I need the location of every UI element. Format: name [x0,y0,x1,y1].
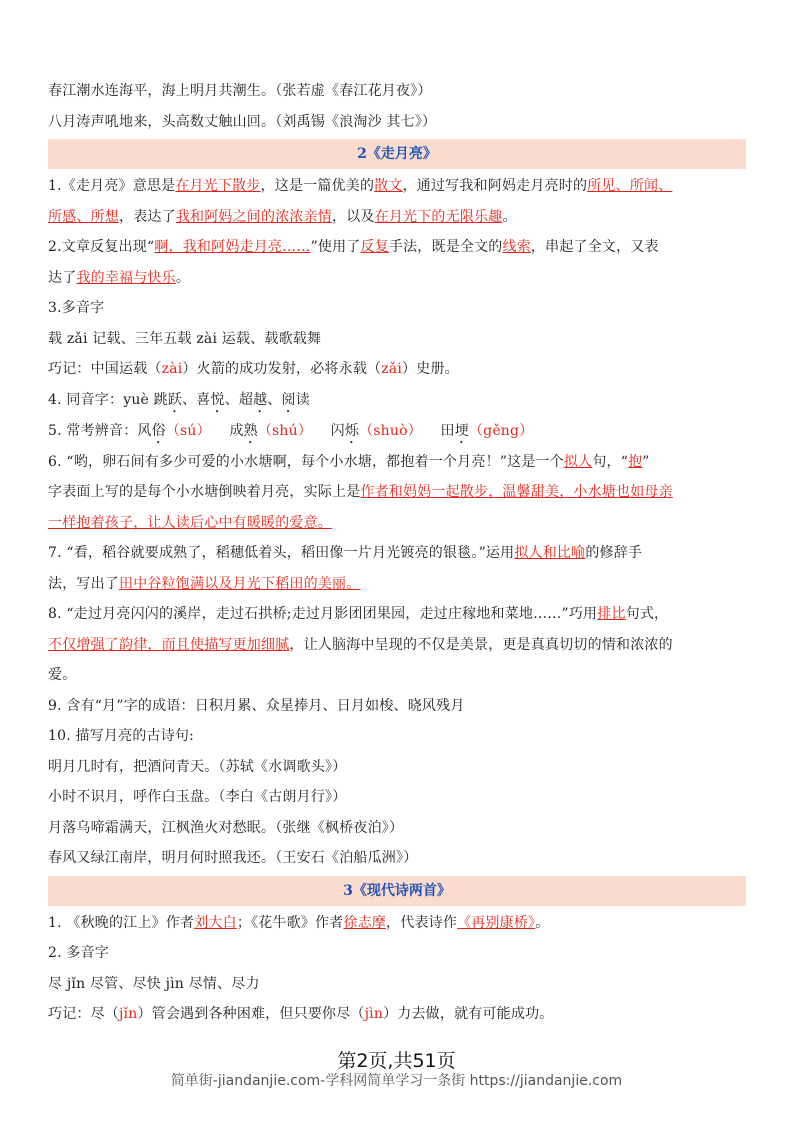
poem-line: 春风又绿江南岸，明月何时照我还。（王安石《泊船瓜洲》） [48,850,418,866]
section-title-2: 2《走月亮》 [48,139,746,169]
poem-line: 月落乌啼霜满天，江枫渔火对愁眠。（张继《枫桥夜泊》） [48,819,404,836]
item-2-5: 5. 常考辨音：风俗（sú） 成熟（shú） 闪烁（shuò） 田埂（gěng） [48,422,534,439]
poem-line: 八月涛声吼地来，头高数丈触山回。（刘禹锡《浪淘沙 其七》） [48,113,437,130]
item-2-2: 2.文章反复出现“啊，我和阿妈走月亮……”使用了反复手法，既是全文的线索，串起了全文，又表 达了我的幸福与快乐。 [48,239,659,286]
source-footer: 简单街-jiandanjie.com-学科网简单学习一条街 https://jiandanjie.com [170,1073,623,1089]
item-2-9: 9. 含有“月”字的成语：日积月累、众星捧月、日月如梭、晓风残月 [48,697,465,714]
item-2-8: 8. “走过月亮闪闪的溪岸，走过石拱桥;走过月影团团果园，走过庄稼地和菜地……”巧用排比句式， 不仅增强了韵律，而且使描写更加细腻，让人脑海中呈现的不仅是美景，更是真真切切的情和浓浓的 爱。 [48,606,673,683]
item-3-2: 2. 多音字 尽 jǐn 尽管、尽快 jìn 尽情、尽力 巧记：尽（jǐn）管会遇到各种困难，但只要你尽（jìn）力去做，就有可能成功。 [48,945,554,1022]
document-body [48,76,746,1030]
item-2-1: 1.《走月亮》意思是在月光下散步，这是一篇优美的散文，通过写我和阿妈走月亮时的所见、所闻、 所感、所想，表达了我和阿妈之间的浓浓亲情，以及在月光下的无限乐趣。 [48,178,673,225]
section-title-3: 3《现代诗两首》 [48,876,746,906]
poem-line: 小时不识月，呼作白玉盘。（李白《古朗月行》） [48,789,347,805]
poem-line: 明月几时有，把酒问青天。（苏轼《水调歌头》） [48,758,347,775]
item-2-7: 7. “看，稻谷就要成熟了，稻穗低着头，稻田像一片月光镀亮的银毯。”运用拟人和比喻的修辞手 法，写出了田中谷粒饱满以及月光下稻田的美丽。 [48,545,643,592]
item-2-6: 6. “哟，卵石间有多少可爱的小水塘啊，每个小水塘，都抱着一个月亮！”这是一个拟人句，“抱” 字表面上写的是每个小水塘倒映着月亮，实际上是作者和妈妈一起散步，温馨甜美，小水塘也如母亲 一样抱着孩子，让人读后心中有暖暖的爱意。 [48,453,673,531]
poem-line: 春江潮水连海平，海上明月共潮生。（张若虚《春江花月夜》） [48,83,432,99]
item-2-4: 4. 同音字：yuè 跳跃、喜悦、超越、阅读 [48,391,310,408]
item-2-3: 3.多音字 载 zǎi 记载、三年五载 zài 运载、载歌载舞 巧记：中国运载（zài）火箭的成功发射，必将永载（zǎi）史册。 [48,300,459,377]
item-2-10: 10. 描写月亮的古诗句: 明月几时有，把酒问青天。（苏轼《水调歌头》） 小时不识月，呼作白玉盘。（李白《古朗月行》） 月落乌啼霜满天，江枫渔火对愁眠。（张继《枫桥夜泊》） 春风又绿江南岸，明月何时照我还。（王安石《泊船瓜洲》） [48,721,746,874]
item-3-1: 1. 《秋晚的江上》作者刘大白；《花牛歌》作者徐志摩，代表诗作《再别康桥》。 [48,914,550,931]
page-number: 第2页,共51页 [337,1050,456,1072]
